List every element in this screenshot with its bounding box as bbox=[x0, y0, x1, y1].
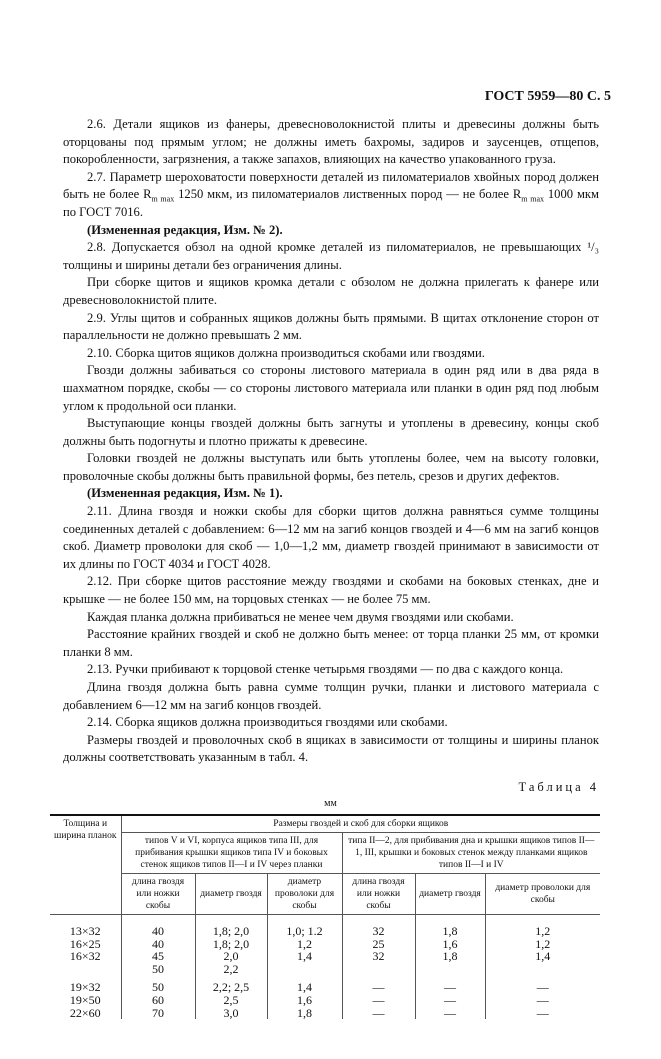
col-header: диаметр гвоздя bbox=[415, 873, 485, 914]
table-cell: 45 bbox=[121, 950, 195, 963]
table-cell: 2,5 bbox=[195, 994, 267, 1007]
table-cell: 70 bbox=[121, 1007, 195, 1020]
col-header: длина гвоздя или ножки скобы bbox=[121, 873, 195, 914]
table-cell: 13×32 bbox=[69, 923, 101, 938]
text-run: 2.8. Допускается обзол на одной кромке деталей из пиломатериалов, не превышающих ¹/₃ толщины и ширины детали без ограничения длины. bbox=[63, 240, 599, 272]
text-run: 1000 мкм по ГОСТ 7016. bbox=[63, 187, 600, 219]
table-cell: 1,8 bbox=[415, 950, 485, 963]
text-run: 2.11. Длина гвоздя и ножки скобы для сборки щитов должна равняться сумме толщины соединенных деталей с добавлением: 6—12 мм на загиб концов гвоздей и 4—6 мм на загиб концов скоб. Диаметр проволоки для скоб — 1,0—1,2 мм, диаметр гвоздей принимают в зависимости от их длины по ГОСТ 4034 и ГОСТ 4028. bbox=[63, 504, 599, 571]
text-run: 2.10. Сборка щитов ящиков должна производиться скобами или гвоздями. bbox=[87, 345, 485, 360]
table-cell bbox=[267, 963, 342, 976]
table-cell: — bbox=[485, 1007, 600, 1020]
table-row bbox=[50, 994, 600, 1007]
text-run: Головки гвоздей не должны выступать или быть утоплены более, чем на высоту головки, проволочные скобы должны быть правильной формы, без петель, срезов и других дефектов. bbox=[63, 451, 599, 483]
table-cell: 40 bbox=[121, 938, 195, 951]
text-run: При сборке щитов и ящиков кромка детали с обзолом не должна прилегать к фанере или древесноволокнистой плите. bbox=[63, 275, 599, 307]
paragraph bbox=[63, 573, 599, 608]
table-cell: 22×60 bbox=[69, 1005, 101, 1020]
paragraph bbox=[63, 222, 599, 240]
table-cell: — bbox=[415, 1007, 485, 1020]
table-cell: 1,8 bbox=[267, 1007, 342, 1020]
text-run: m max bbox=[151, 194, 175, 204]
col-header: длина гвоздя или ножки скобы bbox=[342, 873, 415, 914]
document-body bbox=[63, 116, 599, 767]
table-cell: 60 bbox=[121, 994, 195, 1007]
paragraph bbox=[63, 362, 599, 415]
table-cell: 50 bbox=[121, 975, 195, 994]
text-run: 2.14. Сборка ящиков должна производиться гвоздями или скобами. bbox=[87, 715, 448, 730]
paragraph bbox=[63, 345, 599, 363]
table-cell: 40 bbox=[121, 914, 195, 937]
table-cell bbox=[415, 963, 485, 976]
col-header-sub2: типа II—2, для прибивания дна и крышки ящиков типов II—1, III, крышки и боковых стенок между планками ящиков типов II—I и IV bbox=[342, 832, 600, 873]
col-header-plank: Толщина и ширина планок bbox=[50, 815, 121, 915]
table-cell: 1,8 bbox=[415, 914, 485, 937]
table-cell: 1,6 bbox=[267, 994, 342, 1007]
table-cell: — bbox=[342, 1007, 415, 1020]
table-cell bbox=[485, 963, 600, 976]
col-header: диаметр гвоздя bbox=[195, 873, 267, 914]
paragraph bbox=[63, 609, 599, 627]
text-run: 2.12. При сборке щитов расстояние между гвоздями и скобами на боковых стенках, дне и крышке — не более 150 мм, на торцовых стенках — не более 75 мм. bbox=[63, 574, 599, 607]
paragraph bbox=[63, 116, 599, 169]
paragraph bbox=[63, 503, 599, 573]
table-cell: 1,2 bbox=[485, 914, 600, 937]
table-cell: — bbox=[485, 975, 600, 994]
table-cell: 25 bbox=[342, 938, 415, 951]
text-run: 2.6. Детали ящиков из фанеры, древесноволокнистой плиты и древесины должны быть оторцованы под прямым углом; не должны иметь бахромы, задиров и заусенцев, отщепов, покоробленности, загрязнения, а также запахов, влияющих на качество упакованного груза. bbox=[63, 117, 599, 167]
paragraph bbox=[63, 310, 599, 345]
table-cell: 1,8; 2,0 bbox=[195, 914, 267, 937]
paragraph bbox=[63, 239, 599, 274]
table-units: мм bbox=[324, 797, 337, 809]
paragraph bbox=[63, 450, 599, 485]
paragraph bbox=[63, 679, 599, 714]
table-cell: 2,2 bbox=[195, 963, 267, 976]
text-run: m max bbox=[521, 194, 544, 204]
table-cell: 32 bbox=[342, 950, 415, 963]
table-row bbox=[50, 938, 600, 951]
paragraph bbox=[63, 732, 599, 767]
text-run: 1250 мкм, из пиломатериалов лиственных пород — не более R bbox=[174, 187, 522, 202]
table-cell: 2,2; 2,5 bbox=[195, 975, 267, 994]
table-cell: 1,0; 1.2 bbox=[267, 914, 342, 937]
text-run: (Измененная редакция, Изм. № 1). bbox=[87, 486, 283, 501]
table-cell: 1,2 bbox=[485, 938, 600, 951]
col-header: диаметр проволоки для скобы bbox=[485, 873, 600, 914]
page-header: ГОСТ 5959—80 С. 5 bbox=[484, 89, 611, 104]
text-run: Расстояние крайних гвоздей и скоб не должно быть менее: от торца планки 25 мм, от кромки планки 8 мм. bbox=[63, 627, 599, 659]
paragraph bbox=[63, 661, 599, 679]
table-cell bbox=[342, 963, 415, 976]
table-cell: — bbox=[415, 975, 485, 994]
table-cell: — bbox=[342, 994, 415, 1007]
table-row bbox=[50, 1007, 600, 1020]
paragraph bbox=[63, 169, 599, 222]
col-header-sub1: типов V и VI, корпуса ящиков типа III, для прибивания крышки ящиков типа IV и боковых стенок ящиков типов II—I и IV через планки bbox=[121, 832, 342, 873]
paragraph bbox=[63, 415, 599, 450]
paragraph bbox=[63, 714, 599, 732]
text-run: 2.9. Углы щитов и собранных ящиков должны быть прямыми. В щитах отклонение сторон от параллельности не должно превышать 2 мм. bbox=[63, 310, 599, 343]
table-cell: — bbox=[415, 994, 485, 1007]
nail-size-table bbox=[50, 814, 600, 1019]
table-cell: 1,2 bbox=[267, 938, 342, 951]
table-cell: — bbox=[342, 975, 415, 994]
table-cell: 1,4 bbox=[267, 975, 342, 994]
table-row bbox=[50, 963, 600, 976]
paragraph bbox=[63, 626, 599, 661]
table-cell: 19×50 bbox=[69, 992, 101, 1007]
text-run: Размеры гвоздей и проволочных скоб в ящиках в зависимости от толщины и ширины планок должны соответствовать указанным в табл. 4. bbox=[63, 732, 599, 765]
table-cell: 1,6 bbox=[415, 938, 485, 951]
paragraph bbox=[63, 485, 599, 503]
table-cell: 3,0 bbox=[195, 1007, 267, 1020]
text-run: 2.13. Ручки прибивают к торцовой стенке четырьмя гвоздями — по два с каждого конца. bbox=[87, 662, 564, 677]
text-run: Выступающие концы гвоздей должны быть загнуты и утоплены в древесину, концы скоб должны быть подогнуты и плотно прижаты к древесине. bbox=[63, 416, 599, 448]
col-header-group: Размеры гвоздей и скоб для сборки ящиков bbox=[121, 815, 600, 833]
text-run: 2.7. Параметр шероховатости поверхности деталей из пиломатериалов хвойных пород должен быть не более R bbox=[63, 169, 599, 202]
col-header: диаметр проволоки для скобы bbox=[267, 873, 342, 914]
table-cell bbox=[50, 963, 121, 976]
table-row bbox=[50, 975, 600, 994]
table-cell: — bbox=[485, 994, 600, 1007]
paragraph bbox=[63, 274, 599, 309]
text-run: (Измененная редакция, Изм. № 2). bbox=[87, 222, 283, 237]
text-run: Каждая планка должна прибиваться не менее чем двумя гвоздями или скобами. bbox=[87, 609, 514, 624]
table-cell: 1,4 bbox=[267, 950, 342, 963]
table-cell: 19×32 bbox=[69, 980, 101, 995]
table-cell: 1,4 bbox=[485, 950, 600, 963]
table-cell: 1,8; 2,0 bbox=[195, 938, 267, 951]
table-row bbox=[50, 914, 600, 937]
table-cell: 32 bbox=[342, 914, 415, 937]
table-cell: 50 bbox=[121, 963, 195, 976]
table-cell: 2,0 bbox=[195, 950, 267, 963]
table-row bbox=[50, 950, 600, 963]
table-cell: 16×32 bbox=[69, 949, 101, 964]
text-run: Длина гвоздя должна быть равна сумме толщин ручки, планки и листового материала с добавлением 6—12 мм на загиб концов гвоздей. bbox=[63, 680, 599, 712]
text-run: Гвозди должны забиваться со стороны листового материала в один ряд или в два ряда в шахматном порядке, скобы — со стороны листового материала или планки в один ряд под любым углом к продольной оси планки. bbox=[63, 363, 599, 413]
table-caption: Таблица 4 bbox=[518, 779, 599, 794]
table-cell: 16×25 bbox=[69, 936, 101, 951]
